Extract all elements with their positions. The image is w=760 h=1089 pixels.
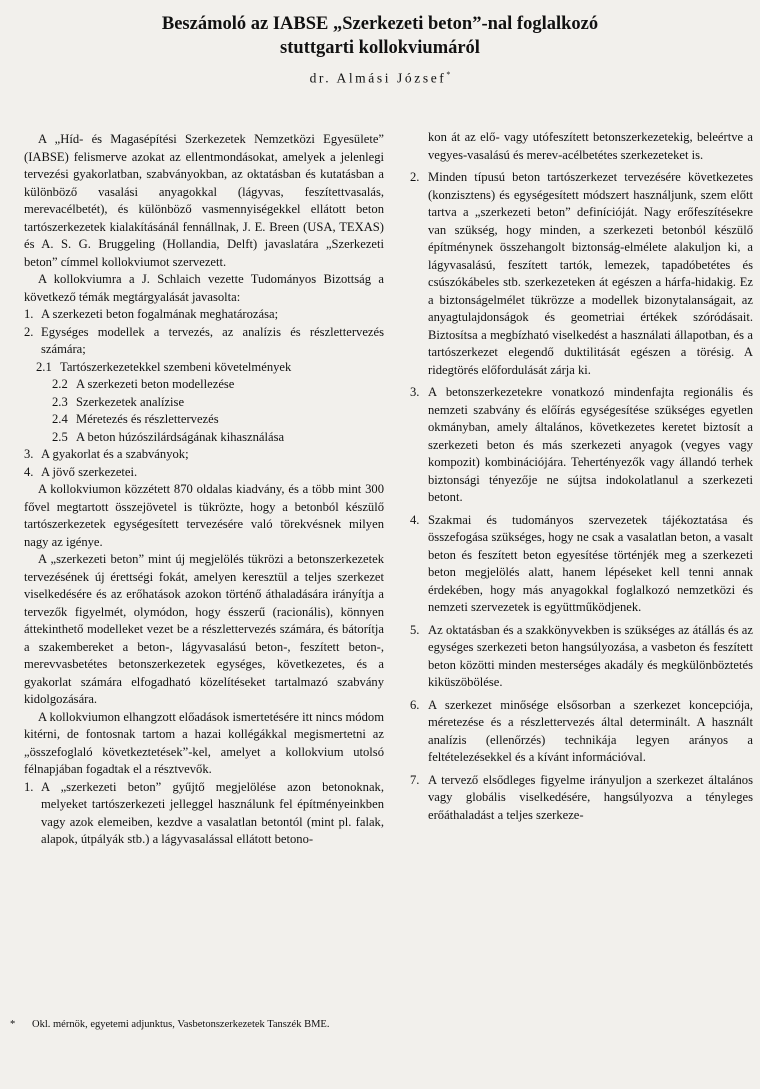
sub-sub-topic-item: 2.4 Méretezés és részlettervezés [52,412,219,426]
footnote-text: Okl. mérnök, egyetemi adjunktus, Vasbetonszerkezetek Tanszék BME. [32,1019,330,1030]
article-title-line-1: Beszámoló az IABSE „Szerkezeti beton”-nal foglalkozó [161,14,599,34]
topic-item: 4. A jövő szerkezetei. [24,464,138,479]
footnote-mark: * [10,1019,16,1030]
intro-paragraph: A „Híd- és Magasépítési Szerkezetek Nemzetközi Egyesülete” (IABSE) felismerve azokat az ellentmondásokat, amelyek a jelenlegi tervezési gyakorlatban, szabványokban, az oktatásban és kutatásban a különböző vasalási anyagokkal (lágyvas, feszítettvasalás, merevacélbetét), és különböző vasmennyiségekkel ellátott beton tartószerkezetek kialakításánál fennállnak, J. E. Breen (USA, TEXAS) és A. S. G. Bruggeling (Hollandia, Delft) javaslatára „Szerkezeti beton” címmel kollokviumot szervezett. [24,132,384,269]
right-column [410,129,753,829]
left-column [24,131,384,849]
lectures-paragraph: A kollokviumon elhangzott előadások ismertetésére itt nincs módom kitérni, de fontosnak tartom a hazai kollégákkal megismertetni az „összefoglaló következtetések”-kel, amelyet a kollokvium utolsó félnapjában fogadtak el a résztvevők. [24,709,384,776]
conclusion-item: 1. A „szerkezeti beton” gyűjtő megjelölése azon betonoknak, melyeket tartószerkezeti jelleggel használunk fel építményeinkben vagy azok elemeiben, kezdve a vasalatlan betontól (mint pl. falak, alapok, útpályák stb.) a lágyvasalással ellátott betono- [24,779,384,846]
conclusion-item: 7. A tervező elsődleges figyelme irányuljon a szerkezet általános vagy globális viselkedésére, hangsúlyozva a tényleges erőáthaladást a teljes szerkeze- [410,772,753,822]
conclusion-item: 2. Minden típusú beton tartószerkezet tervezésére következetes (konzisztens) és egységesített módszert használjunk, szem előtt tartva a „szerkezeti beton” definícióját. Nagy erőfeszítésekre van szükség, hogy minden, a szerkezeti betonból készülő építménynek összehangolt biztonság-elmélete alakuljon ki, a lágyvasalású, feszített tartók, lemezek, tapadóbetétes és csúszókábeles stb. szerkezeteken át egészen a hárfa-hidakig. Ez a biztonságelmélet tükrözze a modellek bizonytalanságait, az anyagtulajdonságok és geometriai értékek szóródásait. Biztosítsa a megbízható viselkedést a használati állapotban, és a tartószerkezet elegendő duktilitását egészen a törésig. A ridegtörés előfordulását zárja ki. [410,170,753,377]
sub-topic-item: 2.1 Tartószerkezetekkel szembeni követelmények [36,359,292,374]
conclusion-item: 5. Az oktatásban és a szakkönyvekben is szükséges az átállás és az egységes szerkezeti beton hangsúlyozása, a vasbeton és feszített beton közötti minden mesterséges akadály és megkülönböztetés kiküszöbölése. [410,622,753,689]
conclusion-item: 6. A szerkezet minősége elsősorban a szerkezet koncepciója, méretezése és a részlettervezés által determinált. A használt analízis (ellenőrzés) technikája legyen arányos a feltételezésekkel és a kívánt információval. [410,697,753,764]
author-name: dr. Almási József [309,70,447,86]
concept-paragraph: A „szerkezeti beton” mint új megjelölés tükrözi a betonszerkezetek tervezésének új érettségi fokát, amelyen keresztül a teljes szerkezet viselkedésére és az erőhatások azokon történő áthaladására irányítja a tervezők figyelmét, olymódon, hogy ésszerű (racionális), könnyen áttekinthető modelleket vezet be a részlettervezés számára, és bátorítja a szakembereket a beton-, lágyvasalású beton-, feszített beton-, merevvasbetétes betonszerkezetek egységes, következetes, és a gyakorlat számára elfogadható közelítéseket tartalmazó szabvány kidolgozására. [24,552,384,706]
author-line [40,70,720,87]
sub-sub-topic-item: 2.2 A szerkezeti beton modellezése [52,377,235,391]
conclusion-continuation: kon át az elő- vagy utófeszített betonszerkezetekig, beleértve a vegyes-vasalású és merev-acélbetétes szerkezeteket is. [428,130,753,162]
sub-sub-topic-item: 2.3 Szerkezetek analízise [52,394,185,409]
author-footnote-mark: * [446,70,451,79]
topic-item: 3. A gyakorlat és a szabványok; [24,447,189,461]
sub-sub-topic-item: 2.5 A beton húzószilárdságának kihasználása [52,429,285,444]
topics-intro-paragraph: A kollokviumra a J. Schlaich vezette Tudományos Bizottság a következő témák megtárgyalását javasolta: [24,272,384,304]
topic-item: 2. Egységes modellek a tervezés, az analízis és részlettervezés számára; [24,324,384,356]
topic-item: 1. A szerkezeti beton fogalmának meghatározása; [24,307,279,321]
publication-paragraph: A kollokviumon közzétett 870 oldalas kiadvány, és a több mint 300 fővel megtartott összejövetel is tükrözte, hogy a betonból készülő tartószerkezetek egységesített tervezésére való törekvésnek milyen nagy az igénye. [24,482,384,549]
conclusion-item: 3. A betonszerkezetekre vonatkozó mindenfajta regionális és nemzeti szabvány és előírás egységesítése szükséges egyetlen okmányban, amely általános, következetes keretet biztosít a szerkezeti beton és más szerkezeti anyagok (vegyes vagy kompozit) kombinációjára. Tehertényezők vagy állandó terhek biztonsági tényezője ne sújtsa indokolatlanul a szerkezeti betont. [410,385,753,504]
article-title-line-2: stuttgarti kollokviumáról [280,38,480,58]
footnote [10,1018,430,1032]
conclusion-item: 4. Szakmai és tudományos szervezetek tájékoztatása és összefogása szükséges, hogy ne csak a vasalatlan beton, a vasalt beton és feszített beton egyesítése történjék meg a szerkezeti beton megjelölés alatt, hanem lépéseket kell tenni annak érdekében, hogy más anyagokkal foglalkozó nemzetközi és nemzeti szervezetek is együttműködjenek. [410,512,753,614]
